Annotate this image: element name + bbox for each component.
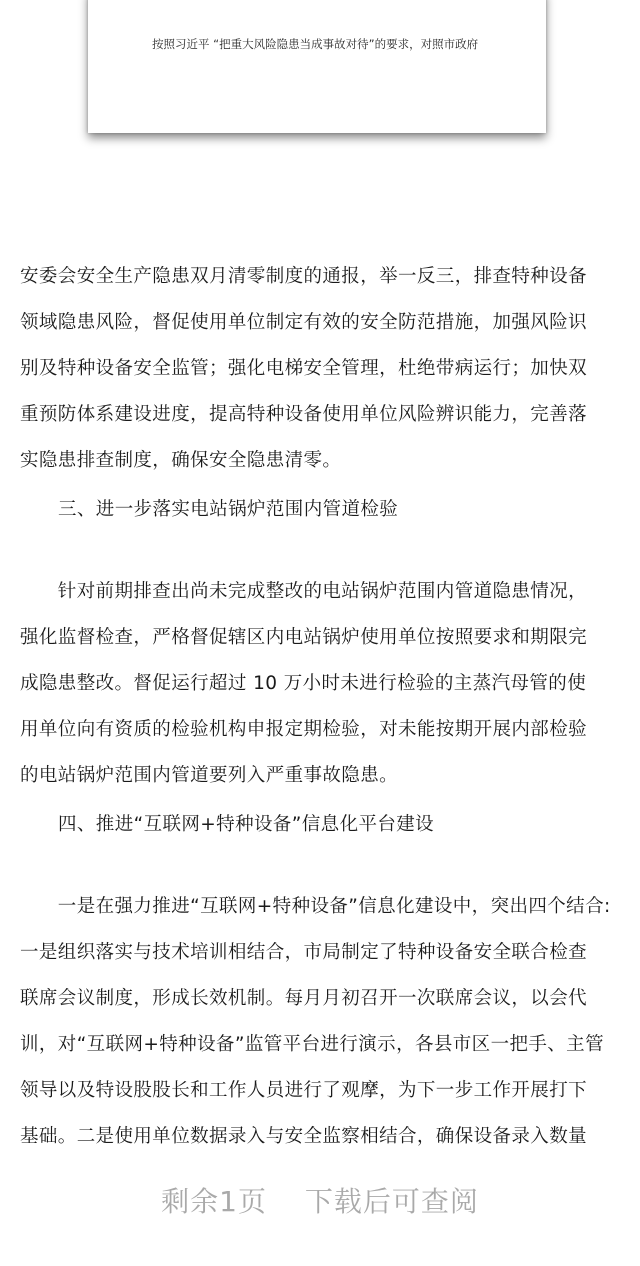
paragraph-line: 训，对“互联网+特种设备”监管平台进行演示，各县市区一把手、主管: [20, 1034, 604, 1055]
paragraph-2: [20, 569, 620, 799]
read-more-prompt[interactable]: [0, 1180, 640, 1224]
paragraph-3: [20, 884, 620, 1160]
paragraph-line: 用单位向有资质的检验机构申报定期检验，对未能按期开展内部检验: [20, 719, 588, 740]
paragraph-line: 领域隐患风险，督促使用单位制定有效的安全防范措施，加强风险识: [20, 312, 588, 333]
paragraph-line: 的电站锅炉范围内管道要列入严重事故隐患。: [20, 765, 399, 786]
paragraph-line: 基础。二是使用单位数据录入与安全监察相结合，确保设备录入数量: [20, 1126, 588, 1147]
paragraph-1: [20, 254, 620, 484]
paragraph-line: 重预防体系建设进度，提高特种设备使用单位风险辨识能力，完善落: [20, 404, 588, 425]
remaining-pages-label: 剩余1页: [161, 1185, 267, 1218]
paragraph-line: 一是组织落实与技术培训相结合，市局制定了特种设备安全联合检查: [20, 942, 588, 963]
paragraph-line: 成隐患整改。督促运行超过 10 万小时未进行检验的主蒸汽母管的使: [20, 673, 587, 694]
paragraph-line: 针对前期排查出尚未完成整改的电站锅炉范围内管道隐患情况，: [20, 581, 588, 602]
section-heading-4: 四、推进“互联网+特种设备”信息化平台建设: [58, 814, 435, 835]
paragraph-line: 领导以及特设股股长和工作人员进行了观摩，为下一步工作开展打下: [20, 1080, 588, 1101]
paragraph-line: 安委会安全生产隐患双月清零制度的通报，举一反三，排查特种设备: [20, 266, 588, 287]
section-heading-3: 三、进一步落实电站锅炉范围内管道检验: [58, 499, 399, 520]
paragraph-line: 强化监督检查，严格督促辖区内电站锅炉使用单位按照要求和期限完: [20, 627, 588, 648]
paragraph-line: 一是在强力推进“互联网+特种设备”信息化建设中，突出四个结合:: [20, 896, 611, 917]
paragraph-line: 实隐患排查制度，确保安全隐患清零。: [20, 450, 342, 471]
page-preview-text: 按照习近平 “把重大风险隐患当成事故对待”的要求，对照市政府: [152, 37, 479, 51]
document-page-preview: [88, 0, 546, 133]
download-to-view-label: 下载后可查阅: [304, 1185, 479, 1218]
paragraph-line: 联席会议制度，形成长效机制。每月月初召开一次联席会议，以会代: [20, 988, 588, 1009]
paragraph-line: 别及特种设备安全监管；强化电梯安全管理，杜绝带病运行；加快双: [20, 358, 588, 379]
